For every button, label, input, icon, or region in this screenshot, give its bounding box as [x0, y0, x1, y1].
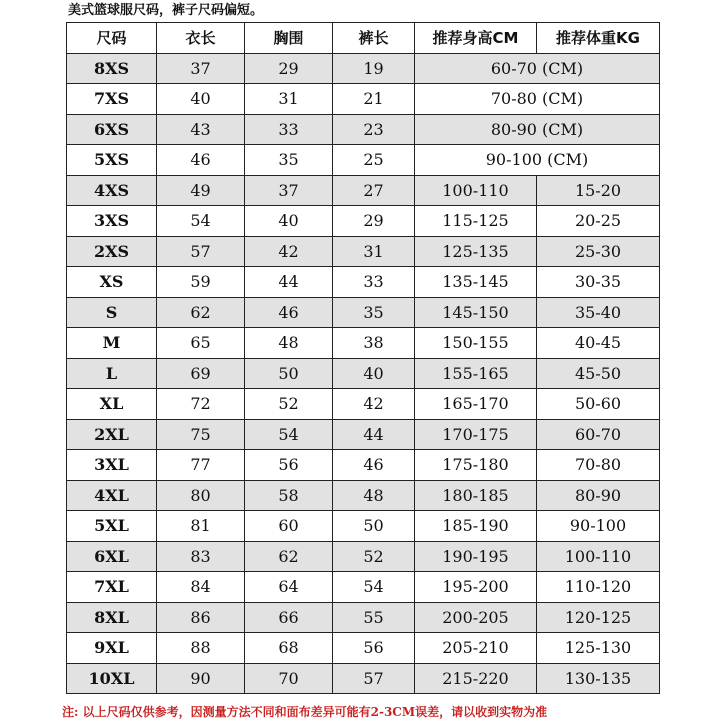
chest-cell: 46	[245, 297, 333, 328]
size-cell: 4XS	[67, 175, 157, 206]
chest-cell: 37	[245, 175, 333, 206]
table-row	[67, 419, 660, 450]
header-length: 衣长	[157, 23, 245, 54]
height-cell: 150-155	[415, 328, 537, 359]
height-cell: 215-220	[415, 663, 537, 694]
height-cell: 200-205	[415, 602, 537, 633]
pants-cell: 29	[333, 206, 415, 237]
size-cell: 6XL	[67, 541, 157, 572]
pants-cell: 42	[333, 389, 415, 420]
size-cell: 4XL	[67, 480, 157, 511]
length-cell: 49	[157, 175, 245, 206]
weight-cell: 125-130	[537, 633, 660, 664]
weight-cell: 110-120	[537, 572, 660, 603]
table-row	[67, 53, 660, 84]
pants-cell: 27	[333, 175, 415, 206]
table-header-row	[67, 23, 660, 54]
table-row	[67, 175, 660, 206]
length-cell: 57	[157, 236, 245, 267]
table-row	[67, 663, 660, 694]
size-cell: XL	[67, 389, 157, 420]
length-cell: 88	[157, 633, 245, 664]
header-size: 尺码	[67, 23, 157, 54]
header-height: 推荐身高CM	[415, 23, 537, 54]
size-cell: 7XS	[67, 84, 157, 115]
pants-cell: 33	[333, 267, 415, 298]
height-cell: 205-210	[415, 633, 537, 664]
pants-cell: 46	[333, 450, 415, 481]
chest-cell: 35	[245, 145, 333, 176]
height-cell: 165-170	[415, 389, 537, 420]
table-row	[67, 450, 660, 481]
table-row	[67, 358, 660, 389]
size-cell: 8XL	[67, 602, 157, 633]
height-cell: 180-185	[415, 480, 537, 511]
length-cell: 59	[157, 267, 245, 298]
table-row	[67, 480, 660, 511]
pants-cell: 19	[333, 53, 415, 84]
length-cell: 72	[157, 389, 245, 420]
chest-cell: 29	[245, 53, 333, 84]
height-cell: 195-200	[415, 572, 537, 603]
height-cell: 135-145	[415, 267, 537, 298]
table-row	[67, 602, 660, 633]
chest-cell: 62	[245, 541, 333, 572]
length-cell: 69	[157, 358, 245, 389]
height-cell: 90-100 (CM)	[415, 145, 660, 176]
pants-cell: 31	[333, 236, 415, 267]
weight-cell: 130-135	[537, 663, 660, 694]
pants-cell: 38	[333, 328, 415, 359]
height-cell: 100-110	[415, 175, 537, 206]
table-row	[67, 389, 660, 420]
size-cell: L	[67, 358, 157, 389]
size-cell: 7XL	[67, 572, 157, 603]
weight-cell: 25-30	[537, 236, 660, 267]
size-table	[66, 22, 660, 694]
pants-cell: 57	[333, 663, 415, 694]
height-cell: 125-135	[415, 236, 537, 267]
chest-cell: 42	[245, 236, 333, 267]
table-row	[67, 236, 660, 267]
height-cell: 145-150	[415, 297, 537, 328]
chest-cell: 44	[245, 267, 333, 298]
weight-cell: 120-125	[537, 602, 660, 633]
pants-cell: 54	[333, 572, 415, 603]
weight-cell: 100-110	[537, 541, 660, 572]
length-cell: 37	[157, 53, 245, 84]
chest-cell: 40	[245, 206, 333, 237]
length-cell: 84	[157, 572, 245, 603]
length-cell: 54	[157, 206, 245, 237]
length-cell: 62	[157, 297, 245, 328]
length-cell: 83	[157, 541, 245, 572]
length-cell: 86	[157, 602, 245, 633]
chest-cell: 52	[245, 389, 333, 420]
pants-cell: 52	[333, 541, 415, 572]
size-cell: 8XS	[67, 53, 157, 84]
table-row	[67, 145, 660, 176]
weight-cell: 70-80	[537, 450, 660, 481]
size-cell: M	[67, 328, 157, 359]
weight-cell: 80-90	[537, 480, 660, 511]
table-row	[67, 633, 660, 664]
chest-cell: 48	[245, 328, 333, 359]
length-cell: 81	[157, 511, 245, 542]
pants-cell: 50	[333, 511, 415, 542]
table-row	[67, 114, 660, 145]
chest-cell: 64	[245, 572, 333, 603]
header-chest: 胸围	[245, 23, 333, 54]
size-cell: 5XL	[67, 511, 157, 542]
length-cell: 90	[157, 663, 245, 694]
weight-cell: 60-70	[537, 419, 660, 450]
chest-cell: 54	[245, 419, 333, 450]
size-cell: S	[67, 297, 157, 328]
pants-cell: 35	[333, 297, 415, 328]
pants-cell: 56	[333, 633, 415, 664]
table-row	[67, 572, 660, 603]
chest-cell: 58	[245, 480, 333, 511]
weight-cell: 45-50	[537, 358, 660, 389]
height-cell: 190-195	[415, 541, 537, 572]
pants-cell: 55	[333, 602, 415, 633]
table-row	[67, 328, 660, 359]
table-row	[67, 541, 660, 572]
size-cell: 3XS	[67, 206, 157, 237]
table-row	[67, 511, 660, 542]
weight-cell: 20-25	[537, 206, 660, 237]
header-pants: 裤长	[333, 23, 415, 54]
pants-cell: 21	[333, 84, 415, 115]
size-cell: 6XS	[67, 114, 157, 145]
table-row	[67, 84, 660, 115]
chest-cell: 50	[245, 358, 333, 389]
size-cell: 5XS	[67, 145, 157, 176]
length-cell: 46	[157, 145, 245, 176]
chart-title: 美式篮球服尺码，裤子尺码偏短。	[68, 3, 264, 18]
size-cell: 2XL	[67, 419, 157, 450]
chest-cell: 56	[245, 450, 333, 481]
table-row	[67, 206, 660, 237]
size-cell: 10XL	[67, 663, 157, 694]
chest-cell: 31	[245, 84, 333, 115]
chest-cell: 66	[245, 602, 333, 633]
weight-cell: 35-40	[537, 297, 660, 328]
chest-cell: 33	[245, 114, 333, 145]
length-cell: 80	[157, 480, 245, 511]
height-cell: 185-190	[415, 511, 537, 542]
weight-cell: 30-35	[537, 267, 660, 298]
height-cell: 80-90 (CM)	[415, 114, 660, 145]
height-cell: 70-80 (CM)	[415, 84, 660, 115]
length-cell: 75	[157, 419, 245, 450]
size-cell: 3XL	[67, 450, 157, 481]
footnote: 注: 以上尺码仅供参考，因测量方法不同和面布差异可能有2-3CM误差，请以收到实物为准	[62, 705, 548, 719]
size-cell: XS	[67, 267, 157, 298]
size-cell: 9XL	[67, 633, 157, 664]
length-cell: 40	[157, 84, 245, 115]
weight-cell: 90-100	[537, 511, 660, 542]
weight-cell: 50-60	[537, 389, 660, 420]
height-cell: 155-165	[415, 358, 537, 389]
size-cell: 2XS	[67, 236, 157, 267]
pants-cell: 25	[333, 145, 415, 176]
length-cell: 65	[157, 328, 245, 359]
chest-cell: 68	[245, 633, 333, 664]
height-cell: 115-125	[415, 206, 537, 237]
pants-cell: 48	[333, 480, 415, 511]
height-cell: 60-70 (CM)	[415, 53, 660, 84]
pants-cell: 44	[333, 419, 415, 450]
pants-cell: 40	[333, 358, 415, 389]
weight-cell: 15-20	[537, 175, 660, 206]
chest-cell: 60	[245, 511, 333, 542]
table-row	[67, 297, 660, 328]
height-cell: 175-180	[415, 450, 537, 481]
header-weight: 推荐体重KG	[537, 23, 660, 54]
length-cell: 43	[157, 114, 245, 145]
table-row	[67, 267, 660, 298]
weight-cell: 40-45	[537, 328, 660, 359]
chest-cell: 70	[245, 663, 333, 694]
pants-cell: 23	[333, 114, 415, 145]
length-cell: 77	[157, 450, 245, 481]
height-cell: 170-175	[415, 419, 537, 450]
